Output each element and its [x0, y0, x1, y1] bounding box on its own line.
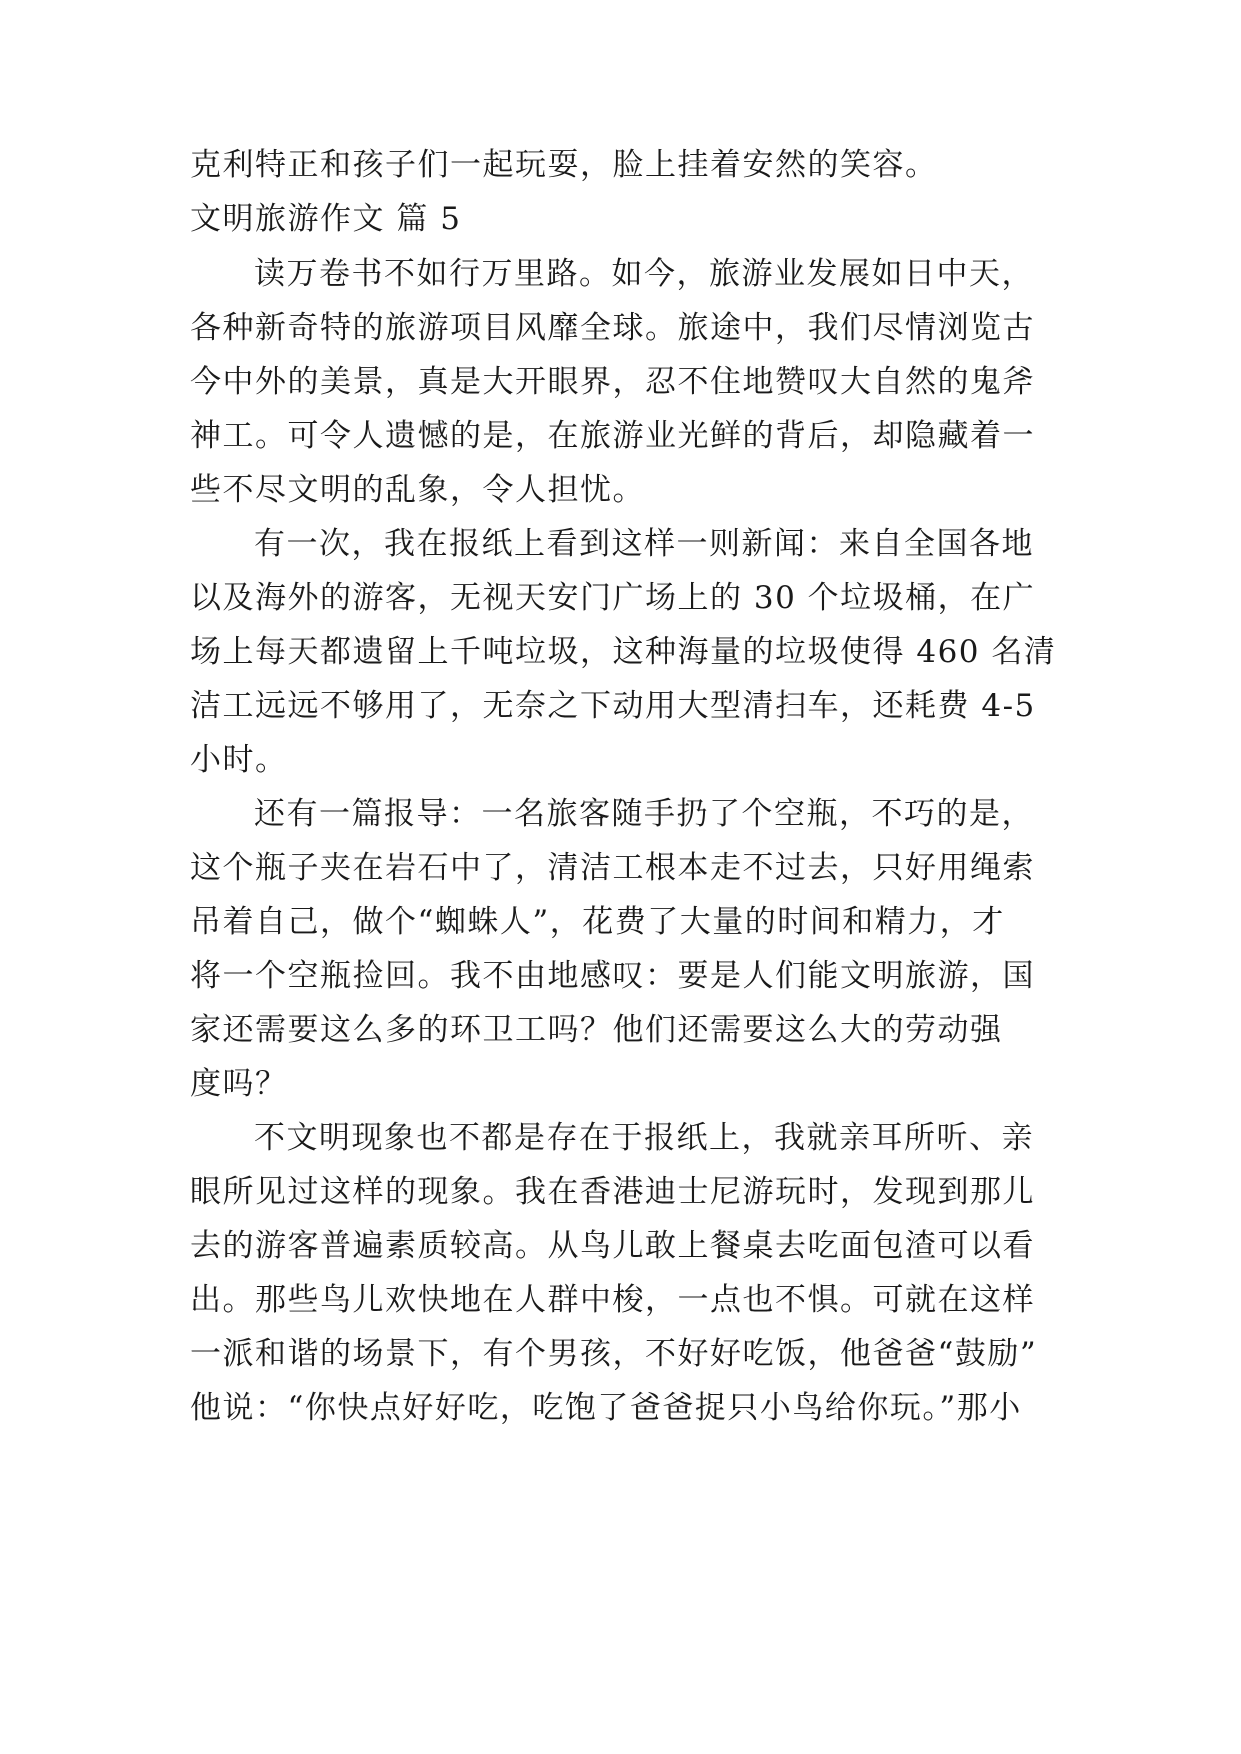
- text-line: 将一个空瓶捡回。我不由地感叹：要是人们能文明旅游，国: [190, 958, 1035, 994]
- text-line: 出。那些鸟儿欢快地在人群中梭，一点也不惧。可就在这样: [190, 1282, 1035, 1318]
- text-line: 小时。: [190, 742, 288, 778]
- text-line: 眼所见过这样的现象。我在香港迪士尼游玩时，发现到那儿: [190, 1174, 1035, 1210]
- text-line: 一派和谐的场景下，有个男孩，不好好吃饭，他爸爸“鼓励”: [190, 1336, 1038, 1372]
- text-line: 今中外的美景，真是大开眼界，忍不住地赞叹大自然的鬼斧: [190, 364, 1035, 400]
- text-line: 些不尽文明的乱象，令人担忧。: [190, 472, 645, 508]
- text-line: 度吗？: [190, 1066, 288, 1102]
- text-line: 各种新奇特的旅游项目风靡全球。旅途中，我们尽情浏览古: [190, 310, 1035, 346]
- text-line: 他说：“你快点好好吃，吃饱了爸爸捉只小鸟给你玩。”那小: [190, 1390, 1022, 1426]
- text-line: 神工。可令人遗憾的是，在旅游业光鲜的背后，却隐藏着一: [190, 418, 1035, 454]
- text-line: 还有一篇报导：一名旅客随手扔了个空瓶，不巧的是，: [254, 796, 1034, 832]
- section-heading: 文明旅游作文 篇 5: [190, 201, 462, 237]
- text-line: 洁工远远不够用了，无奈之下动用大型清扫车，还耗费 4-5: [190, 688, 1036, 724]
- text-line: 有一次，我在报纸上看到这样一则新闻：来自全国各地: [254, 526, 1034, 562]
- text-line: 读万卷书不如行万里路。如今，旅游业发展如日中天，: [254, 256, 1034, 292]
- text-line: 吊着自己，做个“蜘蛛人”，花费了大量的时间和精力，才: [190, 904, 1005, 940]
- text-line: 不文明现象也不都是存在于报纸上，我就亲耳所听、亲: [254, 1120, 1034, 1156]
- text-line: 家还需要这么多的环卫工吗？他们还需要这么大的劳动强: [190, 1012, 1003, 1048]
- text-line: 克利特正和孩子们一起玩耍，脸上挂着安然的笑容。: [190, 147, 938, 183]
- text-line: 这个瓶子夹在岩石中了，清洁工根本走不过去，只好用绳索: [190, 850, 1035, 886]
- text-line: 场上每天都遗留上千吨垃圾，这种海量的垃圾使得 460 名清: [190, 634, 1057, 670]
- text-line: 以及海外的游客，无视天安门广场上的 30 个垃圾桶，在广: [190, 580, 1036, 616]
- text-line: 去的游客普遍素质较高。从鸟儿敢上餐桌去吃面包渣可以看: [190, 1228, 1035, 1264]
